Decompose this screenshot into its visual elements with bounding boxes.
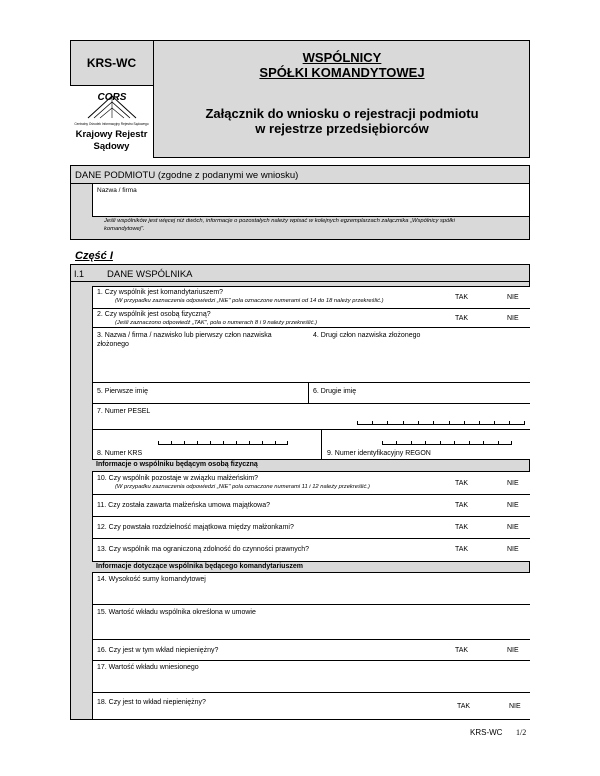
field-6-label: 6. Drugie imię <box>313 388 357 395</box>
question-13-row[interactable] <box>92 538 530 561</box>
q2-yes[interactable]: TAK <box>455 315 469 322</box>
q11-yes[interactable]: TAK <box>455 502 469 509</box>
q11-no[interactable]: NIE <box>507 502 519 509</box>
q10-note: (W przypadku zaznaczenia odpowiedzi „NIE" pola oznaczone numerami 11 i 12 należy przekreślić.) <box>115 484 370 490</box>
registry-name-line1: Krajowy Rejestr <box>75 129 148 140</box>
field-17-row[interactable] <box>92 660 530 692</box>
q1-label: 1. Czy wspólnik jest komandytariuszem? <box>97 289 224 296</box>
field-9-label: 9. Numer identyfikacyjny REGON <box>327 450 431 457</box>
q10-label: 10. Czy wspólnik pozostaje w związku małżeńskim? <box>97 475 259 482</box>
field-8-label: 8. Numer KRS <box>97 450 143 457</box>
entity-note <box>92 218 512 233</box>
q18-yes[interactable]: TAK <box>457 703 471 710</box>
krs-input-boxes[interactable] <box>158 438 288 445</box>
entity-name-field[interactable] <box>92 184 529 217</box>
footer-form-code: KRS-WC <box>470 728 503 737</box>
field-5-input[interactable] <box>92 382 307 403</box>
form-title <box>154 50 530 80</box>
title-line2: SPÓŁKI KOMANDYTOWEJ <box>259 65 425 80</box>
q13-yes[interactable]: TAK <box>455 546 469 553</box>
field-15-label: 15. Wartość wkładu wspólnika określona w umowie <box>97 609 256 616</box>
question-16-row[interactable] <box>92 639 530 660</box>
pesel-input-boxes[interactable] <box>357 418 525 425</box>
limited-partner-band: Informacje dotyczące wspólnika będącego komandytariuszem <box>92 561 530 572</box>
field-7-label: 7. Numer PESEL <box>97 408 151 415</box>
q16-yes[interactable]: TAK <box>455 647 469 654</box>
field-14-row[interactable] <box>92 572 530 604</box>
subtitle-line2: w rejestrze przedsiębiorców <box>255 121 429 136</box>
field-14-label: 14. Wysokość sumy komandytowej <box>97 576 206 583</box>
q12-yes[interactable]: TAK <box>455 524 469 531</box>
field-6-input[interactable] <box>309 382 529 403</box>
question-12-row[interactable] <box>92 516 530 538</box>
logo-text: CORS <box>97 92 126 103</box>
question-10-row[interactable] <box>92 471 530 494</box>
q10-no[interactable]: NIE <box>507 480 519 487</box>
question-11-row[interactable] <box>92 494 530 516</box>
title-line1: WSPÓLNICY <box>302 50 382 65</box>
q13-no[interactable]: NIE <box>507 546 519 553</box>
q1-note: (W przypadku zaznaczenia odpowiedzi „NIE" pola oznaczone numerami od 14 do 18 należy przekreślić.) <box>115 298 384 304</box>
q1-yes[interactable]: TAK <box>455 294 469 301</box>
q1-no[interactable]: NIE <box>507 294 519 301</box>
logo-caption: Centralny Ośrodek Informacyjny Rejestru Sądowego <box>74 122 149 126</box>
registry-logo-block <box>70 86 154 158</box>
entity-name-label: Nazwa / firma <box>97 187 137 194</box>
q16-no[interactable]: NIE <box>507 647 519 654</box>
q18-no[interactable]: NIE <box>509 703 521 710</box>
footer-page-number: 1/2 <box>516 728 527 737</box>
natural-person-band: Informacje o wspólniku będącym osobą fizyczną <box>92 459 530 470</box>
field-8-9-divider <box>321 429 322 459</box>
field-15-row[interactable] <box>92 604 530 639</box>
field-3-input[interactable] <box>92 338 292 382</box>
registry-name-line2: Sądowy <box>93 141 130 152</box>
q11-label: 11. Czy została zawarta małżeńska umowa majątkowa? <box>97 502 271 509</box>
section-divider <box>70 281 530 282</box>
field-4-input[interactable] <box>310 338 528 382</box>
entity-note-line2: komandytowej". <box>104 225 145 232</box>
section-title: DANE WSPÓLNIKA <box>107 269 193 280</box>
part-label: Część I <box>75 250 113 262</box>
q12-no[interactable]: NIE <box>507 524 519 531</box>
field-4-label: 4. Drugi człon nazwiska złożonego <box>313 332 421 339</box>
q13-label: 13. Czy wspólnik ma ograniczoną zdolność do czynności prawnych? <box>97 546 310 553</box>
q16-label: 16. Czy jest w tym wkład niepieniężny? <box>97 647 219 654</box>
field-5-label: 5. Pierwsze imię <box>97 388 148 395</box>
q12-label: 12. Czy powstała rozdzielność majątkowa między małżonkami? <box>97 524 294 531</box>
regon-input-boxes[interactable] <box>382 438 512 445</box>
form-subtitle <box>154 106 530 136</box>
form-code: KRS-WC <box>70 40 154 86</box>
q10-yes[interactable]: TAK <box>455 480 469 487</box>
entity-note-line1: Jeśli wspólników jest więcej niż dwóch, informacje o pozostałych należy wpisać w kolejnych egzemplarzach załącznika „Wspólnicy spółki <box>104 218 455 224</box>
q2-note: (Jeśli zaznaczono odpowiedź „TAK", pola o numerach 8 i 9 należy przekreślić.) <box>115 320 318 326</box>
question-18-row[interactable] <box>92 692 530 719</box>
subtitle-line1: Załącznik do wniosku o rejestracji podmiotu <box>205 106 479 121</box>
pesel-row <box>92 403 530 429</box>
cors-logo-icon <box>84 90 140 120</box>
field-3-label-line1: 3. Nazwa / firma / nazwisko lub pierwszy człon nazwiska <box>97 332 272 339</box>
section-number: I.1 <box>74 269 85 279</box>
question-1-row[interactable] <box>92 286 530 308</box>
q18-label: 18. Czy jest to wkład niepieniężny? <box>97 699 206 706</box>
q2-no[interactable]: NIE <box>507 315 519 322</box>
field-17-label: 17. Wartość wkładu wniesionego <box>97 664 199 671</box>
field-3-label-line2: złożonego <box>97 340 129 348</box>
entity-data-heading: DANE PODMIOTU (zgodne z podanymi we wniosku) <box>71 166 529 184</box>
q2-label: 2. Czy wspólnik jest osobą fizyczną? <box>97 311 211 318</box>
